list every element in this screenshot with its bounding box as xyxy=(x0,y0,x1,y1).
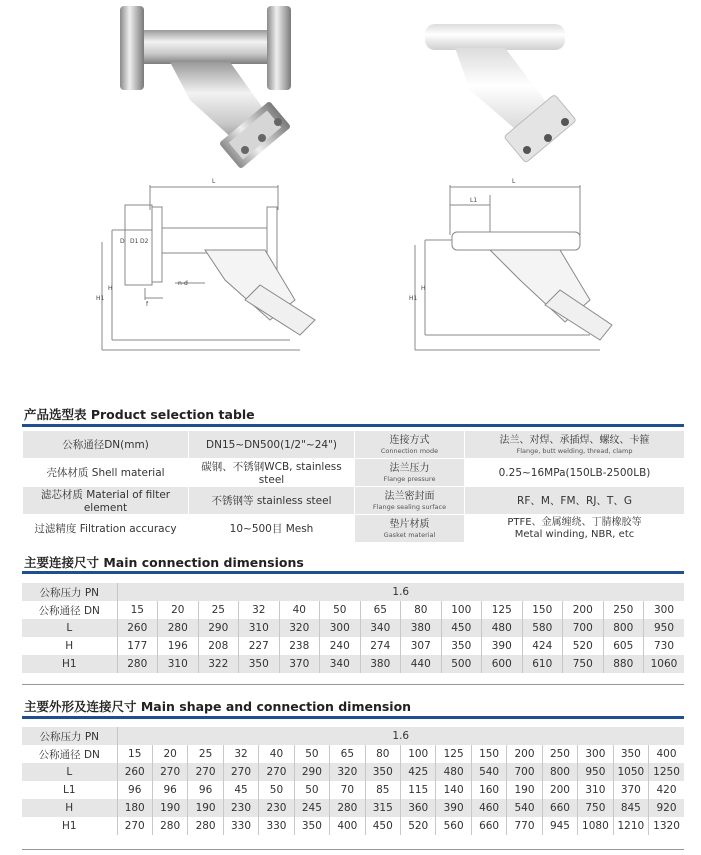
table-cell: 150 xyxy=(471,745,506,763)
table-cell: 200 xyxy=(507,745,542,763)
table-cell: 50 xyxy=(294,745,329,763)
table-cell: 540 xyxy=(507,799,542,817)
table-cell: 公称通径DN(mm) xyxy=(23,431,189,459)
table-cell: 315 xyxy=(365,799,400,817)
product-illustrations xyxy=(0,0,701,380)
table-cell: 200 xyxy=(563,601,604,619)
table-cell: 270 xyxy=(223,763,258,781)
table-cell: 50 xyxy=(259,781,294,799)
table-cell: 400 xyxy=(649,745,684,763)
row-label: L xyxy=(22,619,117,637)
table-cell: 260 xyxy=(117,763,152,781)
table-cell: 440 xyxy=(401,655,442,673)
table-cell: 750 xyxy=(563,655,604,673)
table-cell: 260 xyxy=(117,619,158,637)
table-cell: 360 xyxy=(401,799,436,817)
table-cell: 25 xyxy=(188,745,223,763)
table-cell: 125 xyxy=(436,745,471,763)
table-cell: 50 xyxy=(320,601,361,619)
table-cell: 770 xyxy=(507,817,542,835)
section-rule xyxy=(22,424,684,427)
table-cell: 190 xyxy=(188,799,223,817)
table-cell: 32 xyxy=(223,745,258,763)
table-cell: 310 xyxy=(158,655,199,673)
table-cell: 300 xyxy=(320,619,361,637)
table-row xyxy=(22,619,684,637)
table-cell: 560 xyxy=(436,817,471,835)
table-cell: 245 xyxy=(294,799,329,817)
table-cell: 270 xyxy=(117,817,152,835)
table-cell: DN15~DN500(1/2"~24") xyxy=(189,431,355,459)
table-cell: 227 xyxy=(239,637,280,655)
selection-table-title: 产品选型表 Product selection table xyxy=(24,407,255,422)
table-cell: 连接方式 Connection mode xyxy=(355,431,465,459)
label-D2: D2 xyxy=(140,238,149,245)
table-cell: 45 xyxy=(223,781,258,799)
row-label: H xyxy=(22,799,117,817)
table-cell: 240 xyxy=(320,637,361,655)
table-cell: 800 xyxy=(542,763,577,781)
table-cell: 96 xyxy=(188,781,223,799)
table-cell: 80 xyxy=(365,745,400,763)
table-cell: 520 xyxy=(563,637,604,655)
table-cell: 300 xyxy=(578,745,613,763)
flanged-strainer-photo xyxy=(120,6,291,169)
table-cell: 480 xyxy=(482,619,523,637)
table-cell: 400 xyxy=(330,817,365,835)
table-row xyxy=(22,601,684,619)
table-cell: 290 xyxy=(294,763,329,781)
table-cell: 610 xyxy=(522,655,563,673)
table-cell: 15 xyxy=(117,745,152,763)
table-cell: 380 xyxy=(360,655,401,673)
table-cell: 法兰、对焊、承插焊、螺纹、卡箍 Flange, butt welding, thread, clamp xyxy=(465,431,685,459)
table-cell: 380 xyxy=(401,619,442,637)
table-cell: 340 xyxy=(360,619,401,637)
table-cell: 230 xyxy=(223,799,258,817)
table-row xyxy=(23,431,685,459)
row-label: 公称通径 DN xyxy=(22,601,117,619)
table-cell: 390 xyxy=(436,799,471,817)
table-cell: 945 xyxy=(542,817,577,835)
label-f: f xyxy=(146,301,149,308)
table-cell: 700 xyxy=(507,763,542,781)
table-cell: 125 xyxy=(482,601,523,619)
table-cell: 390 xyxy=(482,637,523,655)
table-cell: 350 xyxy=(613,745,648,763)
buttweld-strainer-photo xyxy=(425,24,576,163)
label-D1: D1 xyxy=(130,238,139,245)
section-rule xyxy=(22,571,684,574)
table-cell: 320 xyxy=(330,763,365,781)
table-cell: 340 xyxy=(320,655,361,673)
row-label: L xyxy=(22,763,117,781)
table-cell: PTFE、金属缠绕、丁腈橡胶等 Metal winding, NBR, etc xyxy=(465,515,685,543)
table-cell: 250 xyxy=(603,601,644,619)
pn-value: 1.6 xyxy=(117,727,684,745)
table-row xyxy=(22,817,684,835)
table-cell: 274 xyxy=(360,637,401,655)
pn-label: 公称压力 PN xyxy=(22,583,117,601)
pn-value: 1.6 xyxy=(117,583,684,601)
label-D: D xyxy=(120,238,125,245)
label-L-left: L xyxy=(212,178,216,185)
table-cell: 322 xyxy=(198,655,239,673)
table-row xyxy=(23,487,685,515)
table-cell: 330 xyxy=(223,817,258,835)
label-H1-right: H1 xyxy=(409,295,418,302)
label-nd: n-d xyxy=(178,280,188,287)
table-cell: 310 xyxy=(578,781,613,799)
table-cell: 605 xyxy=(603,637,644,655)
table-row xyxy=(22,727,684,745)
table-cell: 法兰密封面 Flange sealing surface xyxy=(355,487,465,515)
table-cell: 1250 xyxy=(649,763,684,781)
label-H-left: H xyxy=(108,285,113,292)
main-dims-table xyxy=(22,583,684,673)
table-cell: 950 xyxy=(644,619,685,637)
label-L-right: L xyxy=(512,178,516,185)
table-cell: 15 xyxy=(117,601,158,619)
table-cell: 40 xyxy=(279,601,320,619)
table-row xyxy=(22,799,684,817)
table-row xyxy=(22,655,684,673)
table-cell: 420 xyxy=(649,781,684,799)
table-row xyxy=(23,515,685,543)
table-cell: 307 xyxy=(401,637,442,655)
table-cell: 424 xyxy=(522,637,563,655)
row-label: 公称通径 DN xyxy=(22,745,117,763)
table-cell: 425 xyxy=(401,763,436,781)
table-row xyxy=(22,637,684,655)
table-cell: 730 xyxy=(644,637,685,655)
table-cell: 290 xyxy=(198,619,239,637)
table-cell: 150 xyxy=(522,601,563,619)
row-label: H1 xyxy=(22,655,117,673)
table-cell: 320 xyxy=(279,619,320,637)
row-label: H1 xyxy=(22,817,117,835)
table-cell: 280 xyxy=(152,817,187,835)
table-cell: 0.25~16MPa(150LB-2500LB) xyxy=(465,459,685,487)
table-row xyxy=(22,763,684,781)
table-cell: 500 xyxy=(441,655,482,673)
table-cell: 660 xyxy=(471,817,506,835)
table-cell: 85 xyxy=(365,781,400,799)
shape-dims-table xyxy=(22,727,684,835)
row-label: H xyxy=(22,637,117,655)
table-cell: 100 xyxy=(401,745,436,763)
table-cell: 200 xyxy=(542,781,577,799)
table-cell: 270 xyxy=(259,763,294,781)
table-cell: 230 xyxy=(259,799,294,817)
table-cell: 480 xyxy=(436,763,471,781)
section-rule xyxy=(22,716,684,719)
table-cell: 25 xyxy=(198,601,239,619)
table-cell: 65 xyxy=(330,745,365,763)
table-cell: 250 xyxy=(542,745,577,763)
table-cell: 垫片材质 Gasket material xyxy=(355,515,465,543)
table-cell: 1210 xyxy=(613,817,648,835)
table-cell: 330 xyxy=(259,817,294,835)
table-cell: 280 xyxy=(330,799,365,817)
table-cell: 190 xyxy=(507,781,542,799)
table-cell: 350 xyxy=(239,655,280,673)
table-cell: 700 xyxy=(563,619,604,637)
table-cell: 600 xyxy=(482,655,523,673)
table-cell: 270 xyxy=(152,763,187,781)
table-cell: 280 xyxy=(117,655,158,673)
table-cell: 370 xyxy=(613,781,648,799)
label-L1: L1 xyxy=(470,197,478,204)
table-cell: 115 xyxy=(401,781,436,799)
table-cell: 20 xyxy=(158,601,199,619)
table-cell: 180 xyxy=(117,799,152,817)
table-cell: 800 xyxy=(603,619,644,637)
table-cell: 270 xyxy=(188,763,223,781)
table-cell: 壳体材质 Shell material xyxy=(23,459,189,487)
table-cell: 50 xyxy=(294,781,329,799)
table-cell: 350 xyxy=(365,763,400,781)
table-cell: 1060 xyxy=(644,655,685,673)
table-cell: 80 xyxy=(401,601,442,619)
table-cell: 滤芯材质 Material of filter element xyxy=(23,487,189,515)
table-cell: 580 xyxy=(522,619,563,637)
table-cell: 32 xyxy=(239,601,280,619)
table-cell: 280 xyxy=(158,619,199,637)
table-cell: 40 xyxy=(259,745,294,763)
table-row xyxy=(22,781,684,799)
table-cell: 不锈钢等 stainless steel xyxy=(189,487,355,515)
buttweld-strainer-drawing xyxy=(415,185,612,350)
table-cell: 920 xyxy=(649,799,684,817)
table-cell: 65 xyxy=(360,601,401,619)
flanged-strainer-drawing xyxy=(102,185,315,350)
label-H-right: H xyxy=(421,285,426,292)
main-dims-title: 主要连接尺寸 Main connection dimensions xyxy=(24,555,304,570)
table-cell: 208 xyxy=(198,637,239,655)
table-bottom-line xyxy=(22,849,684,850)
table-cell: 177 xyxy=(117,637,158,655)
table-cell: 1080 xyxy=(578,817,613,835)
table-cell: 845 xyxy=(613,799,648,817)
table-row xyxy=(23,459,685,487)
table-cell: 280 xyxy=(188,817,223,835)
table-cell: 过滤精度 Filtration accuracy xyxy=(23,515,189,543)
table-cell: 1320 xyxy=(649,817,684,835)
table-cell: 20 xyxy=(152,745,187,763)
table-cell: 96 xyxy=(152,781,187,799)
selection-table xyxy=(22,430,685,543)
table-cell: 10~500目 Mesh xyxy=(189,515,355,543)
table-cell: 190 xyxy=(152,799,187,817)
table-cell: 140 xyxy=(436,781,471,799)
shape-dims-title: 主要外形及连接尺寸 Main shape and connection dimension xyxy=(24,699,412,714)
table-cell: 196 xyxy=(158,637,199,655)
row-label: L1 xyxy=(22,781,117,799)
table-cell: 100 xyxy=(441,601,482,619)
table-row xyxy=(22,745,684,763)
table-cell: 70 xyxy=(330,781,365,799)
table-cell: 880 xyxy=(603,655,644,673)
table-cell: 450 xyxy=(441,619,482,637)
table-cell: 450 xyxy=(365,817,400,835)
table-cell: 460 xyxy=(471,799,506,817)
table-cell: 350 xyxy=(294,817,329,835)
table-cell: 238 xyxy=(279,637,320,655)
table-cell: 160 xyxy=(471,781,506,799)
table-cell: RF、M、FM、RJ、T、G xyxy=(465,487,685,515)
table-cell: 310 xyxy=(239,619,280,637)
table-cell: 950 xyxy=(578,763,613,781)
table-cell: 750 xyxy=(578,799,613,817)
table-cell: 96 xyxy=(117,781,152,799)
table-bottom-line xyxy=(22,684,684,685)
table-cell: 法兰压力 Flange pressure xyxy=(355,459,465,487)
table-cell: 520 xyxy=(401,817,436,835)
table-cell: 540 xyxy=(471,763,506,781)
table-cell: 碳钢、不锈钢WCB, stainless steel xyxy=(189,459,355,487)
pn-label: 公称压力 PN xyxy=(22,727,117,745)
table-cell: 300 xyxy=(644,601,685,619)
table-cell: 350 xyxy=(441,637,482,655)
table-cell: 660 xyxy=(542,799,577,817)
table-cell: 370 xyxy=(279,655,320,673)
table-row xyxy=(22,583,684,601)
table-cell: 1050 xyxy=(613,763,648,781)
label-H1-left: H1 xyxy=(96,295,105,302)
